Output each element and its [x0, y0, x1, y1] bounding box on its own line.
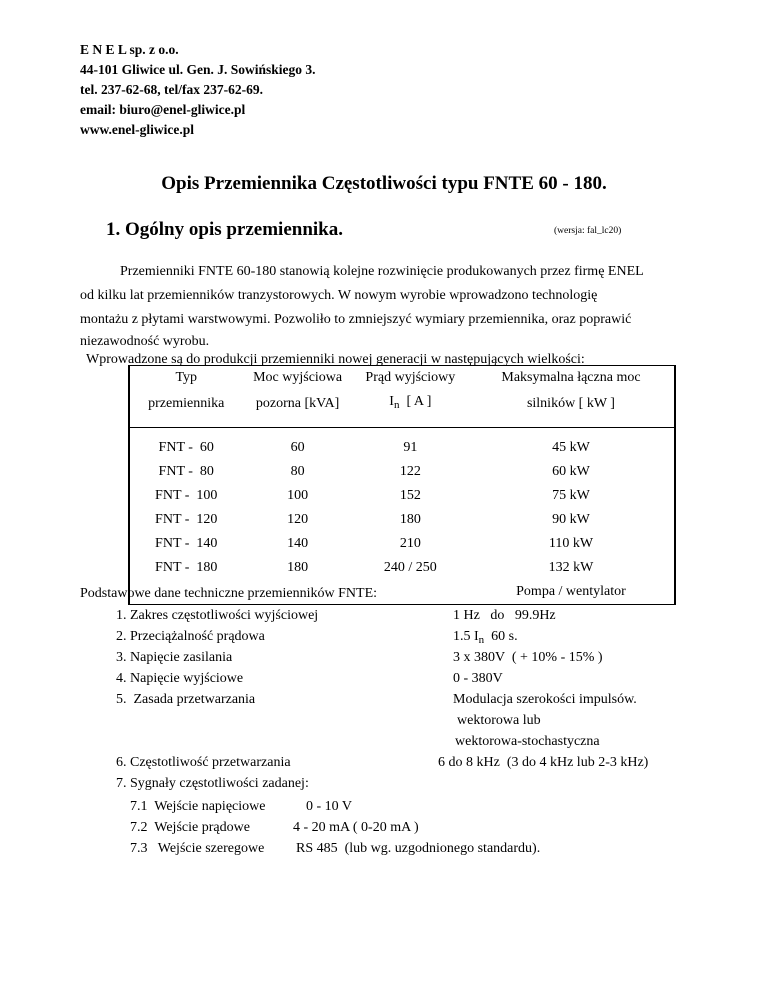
- table-intro: Wprowadzone są do produkcji przemienniki nowej generacji w następujących wielkości:: [86, 352, 585, 367]
- row-power: 180: [287, 560, 309, 575]
- document-title: Opis Przemiennika Częstotliwości typu FNTE 60 - 180.: [161, 173, 607, 194]
- spec-3-value: 3 x 380V ( + 10% - 15% ): [453, 650, 603, 665]
- spec-5-label: 5. Zasada przetwarzania: [116, 692, 256, 707]
- spec-2-value: [453, 627, 518, 650]
- header-current-symbol: I: [389, 394, 394, 409]
- company-address: 44-101 Gliwice ul. Gen. J. Sowińskiego 3.: [80, 62, 316, 77]
- row-type: FNT - 180: [155, 560, 218, 575]
- company-name: E N E L sp. z o.o.: [80, 42, 179, 57]
- header-type-2: przemiennika: [129, 390, 242, 428]
- row-power: 120: [287, 512, 309, 527]
- spec-2-value-b: 60 s.: [484, 629, 518, 644]
- row-power: 100: [287, 488, 309, 503]
- header-type: Typ: [175, 370, 198, 385]
- spec-5-value-3: wektorowa-stochastyczna: [455, 734, 600, 749]
- spec-7-2-label: 7.2 Wejście prądowe: [130, 820, 250, 835]
- row-motor: 110 kW: [548, 536, 594, 551]
- spec-6-value: 6 do 8 kHz (3 do 4 kHz lub 2-3 kHz): [438, 755, 649, 770]
- table-row: [129, 428, 675, 461]
- specs-heading: Podstawowe dane techniczne przemienników FNTE:: [80, 586, 378, 601]
- header-power-2: pozorna [kVA]: [242, 390, 352, 428]
- table-row: [129, 460, 675, 484]
- row-motor: 90 kW: [552, 512, 590, 527]
- spec-7-3-value: RS 485 (lub wg. uzgodnionego standardu).: [296, 841, 541, 856]
- row-type: FNT - 120: [155, 512, 218, 527]
- intro-line-2: od kilku lat przemienników tranzystorowych. W nowym wyrobie wprowadzono technologię: [80, 288, 598, 303]
- row-current: 91: [403, 440, 418, 455]
- spec-1-value: 1 Hz do 99.9Hz: [453, 608, 556, 623]
- row-type: FNT - 80: [158, 464, 214, 479]
- spec-5-value-2: wektorowa lub: [457, 713, 541, 728]
- intro-line-1: Przemienniki FNTE 60-180 stanowią kolejne rozwinięcie produkowanych przez firmę ENEL: [120, 264, 644, 279]
- spec-6-label: 6. Częstotliwość przetwarzania: [116, 755, 291, 770]
- header-power: Moc wyjściowa: [253, 370, 343, 385]
- spec-4-label: 4. Napięcie wyjściowe: [116, 671, 244, 686]
- spec-3-label: 3. Napięcie zasilania: [116, 650, 233, 665]
- row-power: 60: [290, 440, 305, 455]
- row-current: 180: [399, 512, 421, 527]
- header-motor: Maksymalna łączna moc: [501, 370, 641, 385]
- table-header-row-2: [129, 390, 675, 428]
- header-current-unit: [ A ]: [399, 394, 432, 409]
- row-current: 152: [399, 488, 421, 503]
- spec-7-1-value: 0 - 10 V: [306, 799, 353, 814]
- version-label: (wersja: fal_lc20): [554, 226, 622, 236]
- spec-7-3-label: 7.3 Wejście szeregowe: [130, 841, 265, 856]
- spec-4-value: 0 - 380V: [453, 671, 503, 686]
- company-phone: tel. 237-62-68, tel/fax 237-62-69.: [80, 82, 263, 97]
- spec-2-label: 2. Przeciążalność prądowa: [116, 629, 265, 644]
- row-motor: 132 kW: [548, 560, 594, 575]
- models-table: [128, 365, 676, 605]
- spec-2-value-a: 1.5 I: [453, 629, 479, 644]
- row-type: FNT - 100: [155, 488, 218, 503]
- section-title: 1. Ogólny opis przemiennika.: [106, 219, 343, 240]
- table-header-row: [129, 366, 675, 391]
- table-row: [129, 556, 675, 580]
- spec-7-1-label: 7.1 Wejście napięciowe: [130, 799, 266, 814]
- row-current: 210: [399, 536, 421, 551]
- table-row: [129, 508, 675, 532]
- row-power: 80: [290, 464, 305, 479]
- row-motor: 75 kW: [552, 488, 590, 503]
- row-current: 122: [399, 464, 421, 479]
- company-email: email: biuro@enel-gliwice.pl: [80, 102, 246, 117]
- company-website: www.enel-gliwice.pl: [80, 122, 194, 137]
- spec-1-label: 1. Zakres częstotliwości wyjściowej: [116, 608, 319, 623]
- spec-7-2-value: 4 - 20 mA ( 0-20 mA ): [293, 820, 419, 835]
- header-current: Prąd wyjściowy: [365, 370, 456, 385]
- header-motor-2: silników [ kW ]: [468, 390, 675, 428]
- row-type: FNT - 140: [155, 536, 218, 551]
- motor-footnote: Pompa / wentylator: [516, 584, 626, 599]
- table-row: [129, 532, 675, 556]
- header-current-2: [353, 390, 468, 428]
- table-row: [129, 484, 675, 508]
- spec-5-value-1: Modulacja szerokości impulsów.: [453, 692, 637, 707]
- row-type: FNT - 60: [158, 440, 214, 455]
- row-current: 240 / 250: [383, 560, 437, 575]
- row-power: 140: [287, 536, 309, 551]
- intro-line-3: montażu z płytami warstwowymi. Pozwoliło to zmniejszyć wymiary przemiennika, oraz poprawić: [80, 312, 632, 327]
- header-current-sub: n: [393, 399, 400, 411]
- intro-line-4: niezawodność wyrobu.: [80, 334, 210, 349]
- row-motor: 45 kW: [552, 440, 590, 455]
- spec-7-label: 7. Sygnały częstotliwości zadanej:: [116, 776, 309, 791]
- spec-2-value-sub: n: [478, 634, 485, 646]
- row-motor: 60 kW: [552, 464, 590, 479]
